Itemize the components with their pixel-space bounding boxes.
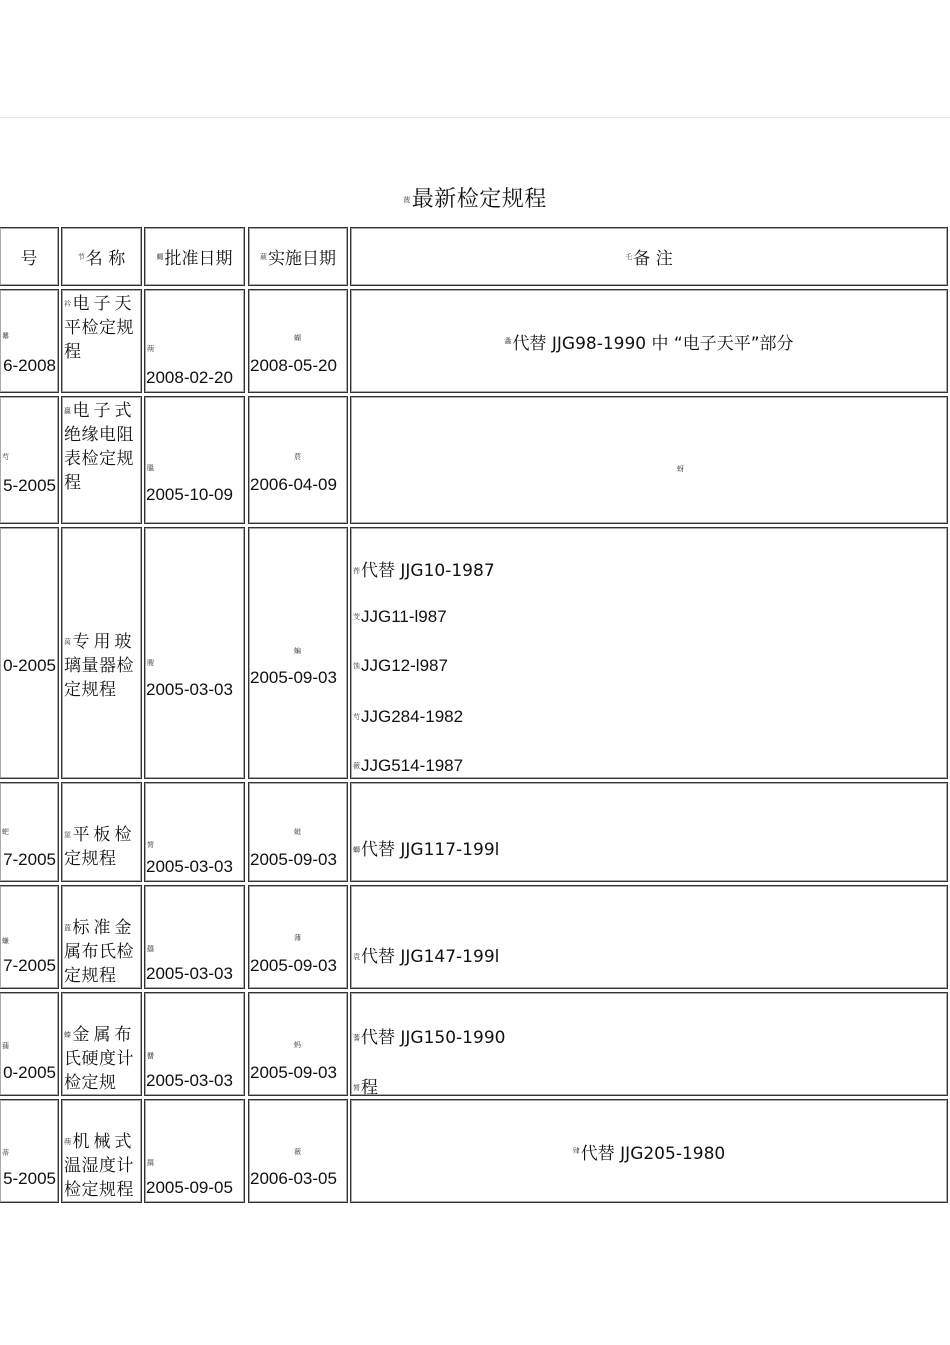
row-6-number-value: 0-2005 [3, 1063, 56, 1082]
row-3-note-text-3: JJG12-l987 [361, 656, 448, 675]
table-row-5-name [61, 885, 142, 989]
row-3-impl-value: 2005-09-03 [250, 668, 337, 687]
header-number-label: 号 [20, 249, 38, 269]
row-4-note-line-1 [351, 835, 499, 860]
row-3-note-mark-4: 芍 [353, 713, 360, 721]
row-7-number-value: 5-2005 [3, 1169, 56, 1188]
row-3-approve-mark: 膄 [147, 659, 154, 667]
table-row-1-note [350, 289, 948, 393]
row-3-note-mark-5: 薇 [353, 762, 360, 770]
table-row-6-number [0, 992, 59, 1096]
row-4-number-mark: 蚆 [2, 828, 9, 836]
row-6-note-mark-1: 蓍 [353, 1034, 360, 1042]
row-2-impl-mark: 莀 [294, 453, 301, 461]
header-approve-label: 批准日期 [164, 249, 233, 269]
table-row-3-approve [144, 527, 245, 779]
table-row-7-impl [248, 1099, 348, 1203]
row-5-note-text: 代替 JJG147-199l [361, 947, 500, 967]
row-7-impl-mark: 薇 [294, 1148, 301, 1156]
row-6-number-mark: 蒱 [2, 1042, 9, 1050]
table-row-5-note [350, 885, 948, 989]
row-7-approve-mark: 羂 [147, 1159, 154, 1167]
row-7-name-line2: 温湿度计 [64, 1156, 134, 1176]
row-6-approve-value: 2005-03-03 [146, 1071, 233, 1090]
row-5-note-line-1 [351, 942, 499, 967]
table-row-3-note [350, 527, 948, 779]
table-row-5-number [0, 885, 59, 989]
row-2-approve-value: 2005-10-09 [146, 485, 233, 504]
row-4-name-line2: 定规程 [64, 849, 117, 869]
table-row-5-impl [248, 885, 348, 989]
top-divider [0, 117, 950, 118]
row-1-approve-mark: 蒴 [147, 345, 154, 353]
row-6-approve-mark: 羀 [147, 1052, 154, 1060]
row-5-note-mark: 袁 [353, 953, 360, 961]
header-note [350, 227, 948, 286]
table-row-3-number [0, 527, 59, 779]
row-4-approve-value: 2005-03-03 [146, 857, 233, 876]
row-6-impl-value: 2005-09-03 [250, 1063, 337, 1082]
row-1-name-line3: 程 [64, 342, 82, 362]
row-4-name-mark: 莁 [64, 831, 72, 839]
row-6-note-text-1: 代替 JJG150-1990 [361, 1028, 506, 1048]
row-5-impl-value: 2005-09-03 [250, 956, 337, 975]
row-1-note-text: 代替 JJG98-1990 中 “电子天平”部分 [512, 333, 794, 354]
row-6-name-mark: 螓 [64, 1031, 72, 1039]
row-3-note-text-1: 代替 JJG10-1987 [361, 561, 495, 581]
table-row-5-approve [144, 885, 245, 989]
row-4-note-mark: 螄 [353, 846, 360, 854]
table-row-4-impl [248, 782, 348, 882]
row-3-note-mark-3: 蚀 [353, 662, 360, 670]
row-3-note-line-5 [351, 756, 463, 776]
table-row-1-impl [248, 289, 348, 393]
row-6-name-line1: 金属布 [72, 1025, 136, 1045]
row-7-note-mark: 肂 [572, 1147, 580, 1155]
row-2-impl-value: 2006-04-09 [250, 475, 337, 494]
row-4-number-value: 7-2005 [3, 850, 56, 869]
row-1-approve-value: 2008-02-20 [146, 368, 233, 387]
table-row-7-number [0, 1099, 59, 1203]
row-7-approve-value: 2005-09-05 [146, 1178, 233, 1197]
row-1-name-mark: 衿 [64, 300, 72, 308]
row-4-approve-mark: 膂 [147, 841, 154, 849]
title-mark: 菠 [403, 196, 411, 204]
row-5-approve-mark: 羉 [147, 945, 154, 953]
row-2-name-line1: 电子式 [72, 401, 136, 421]
table-row-3-impl [248, 527, 348, 779]
table-row-6-approve [144, 992, 245, 1096]
row-7-number-mark: 蒂 [2, 1149, 9, 1157]
row-6-note-line-2 [351, 1073, 378, 1098]
header-impl-label: 实施日期 [268, 249, 336, 269]
table-row-2-approve [144, 396, 245, 524]
row-1-number-value: 6-2008 [3, 356, 56, 375]
row-5-name-line2: 属布氏检 [64, 942, 134, 962]
row-3-number-value: 0-2005 [3, 656, 56, 675]
row-2-name-mark: 蠃 [64, 407, 72, 415]
header-impl-date [248, 227, 348, 286]
row-1-impl-mark: 蝴 [294, 334, 301, 342]
table-row-2-number [0, 396, 59, 524]
row-2-name-line2: 绝缘电阻 [64, 425, 134, 445]
page-title [0, 182, 950, 213]
row-4-impl-mark: 蜓 [294, 828, 301, 836]
row-6-note-mark-2: 膂 [353, 1084, 360, 1092]
row-2-approve-mark: 膃 [147, 464, 154, 472]
row-6-impl-mark: 蚂 [294, 1041, 301, 1049]
row-7-name-mark: 蒴 [64, 1138, 72, 1146]
header-impl-mark: 葳 [260, 252, 267, 261]
table-row-3-name [61, 527, 142, 779]
row-5-name-line1: 标准金 [72, 918, 136, 938]
row-4-note-text: 代替 JJG117-199l [361, 840, 500, 860]
row-3-note-mark-1: 莋 [353, 567, 360, 575]
row-2-note-mark: 蚜 [677, 465, 684, 473]
row-7-impl-value: 2006-03-05 [250, 1169, 337, 1188]
table-row-1-number [0, 289, 59, 393]
header-note-mark: 乇 [625, 252, 633, 261]
table-row-7-approve [144, 1099, 245, 1203]
header-approve-mark: 蝿 [156, 252, 164, 261]
row-3-note-line-2 [351, 607, 447, 627]
header-approve-date [144, 227, 245, 286]
row-3-note-text-2: JJG11-l987 [361, 607, 447, 626]
header-number [0, 227, 59, 286]
header-name-mark: 节 [77, 252, 85, 261]
row-7-name-line3: 检定规程 [64, 1180, 134, 1200]
row-1-note-mark: 螽 [504, 337, 512, 345]
table-row-2-name [61, 396, 142, 524]
row-3-name-mark: 莴 [64, 638, 72, 646]
table-row-6-impl [248, 992, 348, 1096]
row-5-name-line3: 定规程 [64, 966, 117, 986]
row-2-name-line3: 表检定规 [64, 449, 134, 469]
row-7-name-line1: 机械式 [72, 1132, 136, 1152]
row-3-note-line-1 [351, 556, 495, 581]
row-4-name-line1: 平板检 [72, 825, 136, 845]
row-2-number-value: 5-2005 [3, 476, 56, 495]
table-row-1-name [61, 289, 142, 393]
table-row-6-name [61, 992, 142, 1096]
table-row-2-note [350, 396, 948, 524]
table-row-2-impl [248, 396, 348, 524]
row-3-approve-value: 2005-03-03 [146, 680, 233, 699]
row-3-impl-mark: 蝙 [294, 647, 301, 655]
row-7-note-text: 代替 JJG205-1980 [580, 1143, 726, 1164]
row-2-number-mark: 芍 [2, 453, 9, 461]
row-2-name-line4: 程 [64, 473, 82, 493]
table-row-4-number [0, 782, 59, 882]
row-3-note-mark-2: 芠 [353, 613, 360, 621]
table-row-7-name [61, 1099, 142, 1203]
row-6-note-text-2: 程 [361, 1078, 378, 1098]
row-1-name-line1: 电子天 [72, 294, 136, 314]
row-1-name-line2: 平检定规 [64, 318, 134, 338]
row-6-name-line2: 氏硬度计 [64, 1049, 134, 1069]
table-row-4-approve [144, 782, 245, 882]
table-row-1-approve [144, 289, 245, 393]
row-5-number-value: 7-2005 [3, 956, 56, 975]
row-3-note-line-3 [351, 656, 448, 676]
row-3-name-line2: 璃量器检 [64, 656, 134, 676]
row-3-name-line3: 定规程 [64, 680, 117, 700]
row-3-name-line1: 专用玻 [72, 632, 136, 652]
row-6-note-line-1 [351, 1023, 505, 1048]
table-row-6-note [350, 992, 948, 1096]
header-name [61, 227, 142, 286]
header-name-label: 名 称 [85, 249, 126, 269]
table-row-7-note [350, 1099, 948, 1203]
row-1-impl-value: 2008-05-20 [250, 356, 337, 375]
header-note-label: 备 注 [633, 249, 673, 269]
table-row-4-name [61, 782, 142, 882]
row-1-number-mark: 羃 [2, 332, 9, 340]
row-5-impl-mark: 薄 [294, 934, 301, 942]
row-5-number-mark: 螊 [2, 937, 9, 945]
row-3-note-text-4: JJG284-1982 [361, 707, 464, 726]
table-row-4-note [350, 782, 948, 882]
row-5-name-mark: 蒕 [64, 924, 72, 932]
row-4-impl-value: 2005-09-03 [250, 850, 337, 869]
row-6-name-line3: 检定规 [64, 1073, 117, 1093]
row-3-note-text-5: JJG514-1987 [361, 756, 464, 775]
row-3-note-line-4 [351, 707, 463, 727]
row-5-approve-value: 2005-03-03 [146, 964, 233, 983]
title-text: 最新检定规程 [411, 187, 547, 212]
